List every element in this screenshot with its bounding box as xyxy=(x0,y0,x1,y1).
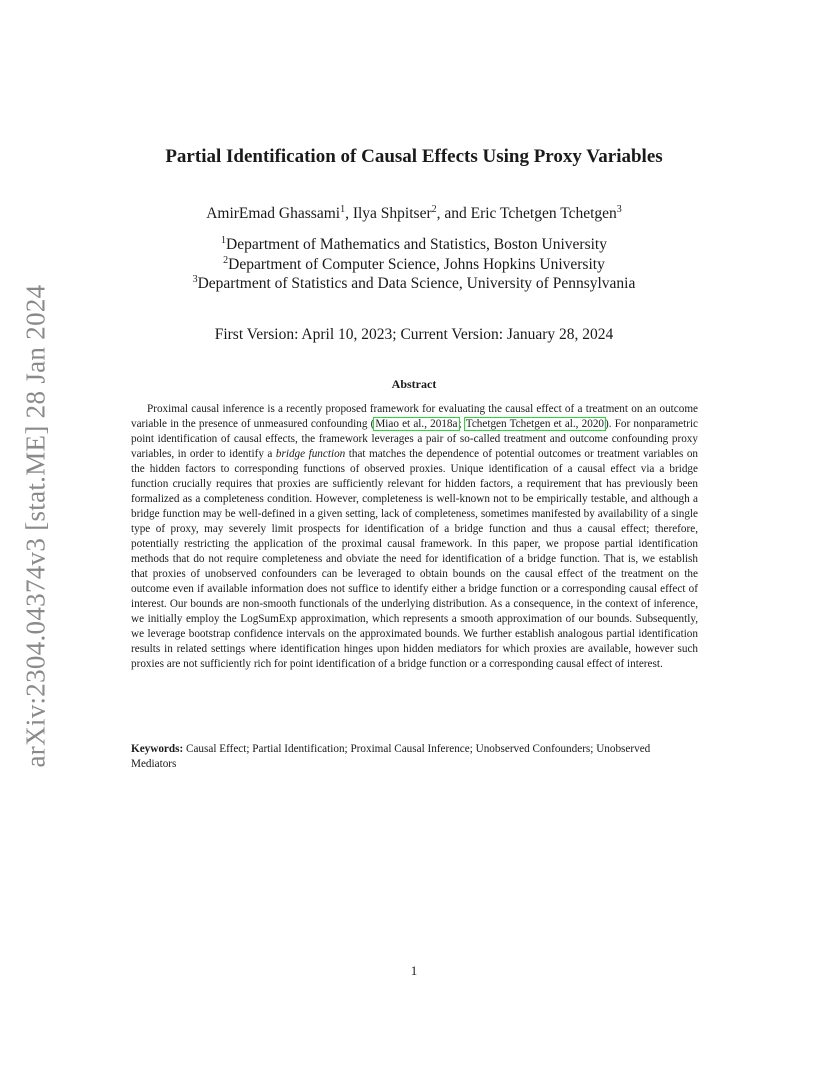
keywords-text: Causal Effect; Partial Identification; Proximal Causal Inference; Unobserved Confounders; Unobserved Mediators xyxy=(131,743,651,770)
affiliation-line xyxy=(0,256,828,274)
affiliation-line xyxy=(0,275,828,293)
author-name: Eric Tchetgen Tchetgen xyxy=(470,205,617,222)
affiliation-mark: 2 xyxy=(223,255,229,266)
abstract-heading: Abstract xyxy=(391,377,437,391)
page-number: 1 xyxy=(410,963,418,978)
author-separator: , and xyxy=(436,205,471,222)
affiliation-text: Department of Computer Science, Johns Hopkins University xyxy=(228,256,605,273)
abstract-emphasis: bridge function xyxy=(275,448,346,461)
citation-link-miao[interactable]: Miao et al., 2018a xyxy=(375,418,458,431)
keywords-label: Keywords: xyxy=(131,743,184,755)
affiliation-text: Department of Statistics and Data Science, University of Pennsylvania xyxy=(197,275,636,292)
abstract-text: Proximal causal inference is a recently proposed framework for evaluating the causal effect of a treatment on an outcome variable in the presence of unmeasured confounding ( xyxy=(131,403,698,431)
author-name: Ilya Shpitser xyxy=(352,205,432,222)
citation-separator: ; xyxy=(458,418,465,431)
affiliation-mark: 1 xyxy=(221,235,226,246)
affiliation-mark: 3 xyxy=(192,274,198,285)
abstract-text: that matches the dependence of potential outcomes or treatment variables on the hidden factors to corresponding functions of observed proxies. Unique identification of a causal effect via a bridge function crucially requires that proxies are sufficiently relevant for hidden factors, a requirement that has previously been formalized as a completeness condition. However, completeness is well-known not to be empirically testable, and although a bridge function may be well-defined in a given setting, lack of completeness, sometimes manifested by availability of a single type of proxy, may severely limit prospects for identification of a bridge function and thus a causal effect; therefore, potentially restricting the application of the proximal causal framework. In this paper, we propose partial identification methods that do not require completeness and obviate the need for identification of a bridge function. That is, we establish that proxies of unobserved confounders can be leveraged to obtain bounds on the causal effect of the treatment on the outcome even if available information does not suffice to identify either a bridge function or a corresponding causal effect of interest. Our bounds are non-smooth functionals of the underlying distribution. As a consequence, in the context of inference, we initially employ the LogSumExp approximation, which represents a smooth approximation of our bounds. Subsequently, we leverage bootstrap confidence intervals on the approximated bounds. We further establish analogous partial identification results in related settings where identification hinges upon hidden mediators for which proxies are available, however such proxies are not sufficiently rich for point identification of a bridge function or a corresponding causal effect of interest. xyxy=(131,448,699,671)
author-separator: , xyxy=(345,205,353,222)
author-affiliation-mark: 3 xyxy=(616,204,622,215)
version-dates: First Version: April 10, 2023; Current Version: January 28, 2024 xyxy=(214,326,614,343)
abstract-text: ). For nonparametric point identification of causal effects, the framework leverages a pair of so-called treatment and outcome confounding proxy variables, in order to identify a xyxy=(131,418,699,461)
arxiv-identifier-stamp: arXiv:2304.04374v3 [stat.ME] 28 Jan 2024 xyxy=(20,284,51,768)
author-affiliation-mark: 1 xyxy=(340,204,346,215)
citation-link-tchetgen[interactable]: Tchetgen Tchetgen et al., 2020 xyxy=(465,418,605,431)
keywords xyxy=(131,742,698,772)
author-affiliation-mark: 2 xyxy=(431,204,437,215)
paper-title: Partial Identification of Causal Effects Using Proxy Variables xyxy=(165,146,663,167)
author-name: AmirEmad Ghassami xyxy=(206,205,341,222)
affiliation-text: Department of Mathematics and Statistics, Boston University xyxy=(226,236,607,253)
author-list xyxy=(0,205,828,223)
abstract-body xyxy=(131,402,698,672)
affiliation-line xyxy=(0,236,828,254)
